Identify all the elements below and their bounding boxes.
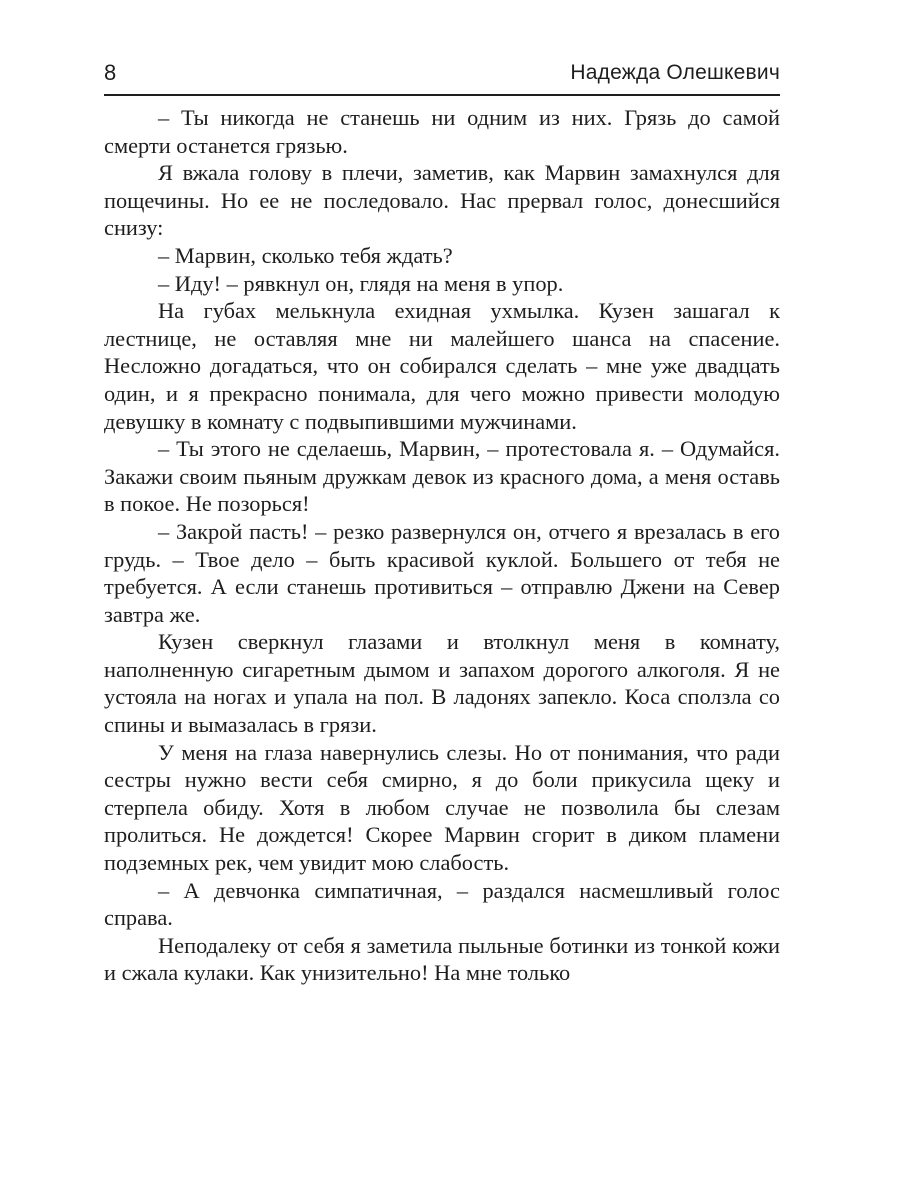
paragraph: – Ты никогда не станешь ни одним из них. Грязь до самой смерти останется грязью.	[104, 105, 780, 158]
paragraph: – Закрой пасть! – резко развернулся он, отчего я врезалась в его грудь. – Твое дело – быть красивой куклой. Большего от тебя не требуется. А если станешь противиться – отправлю Джени на Север завтра же.	[104, 518, 780, 627]
paragraph: – А девчонка симпатичная, – раздался насмешливый голос справа.	[104, 877, 780, 931]
body-text	[104, 104, 780, 987]
running-head-author: Надежда Олешкевич	[570, 61, 780, 84]
page-header	[104, 58, 780, 96]
paragraph: У меня на глаза навернулись слезы. Но от понимания, что ради сестры нужно вести себя смирно, я до боли прикусила щеку и стерпела обиду. Хотя в любом случае не позволила бы слезам пролиться. Не дождется! Скорее Марвин сгорит в диком пламени подземных рек, чем увидит мою слабость.	[104, 739, 780, 876]
paragraph: На губах мелькнула ехидная ухмылка. Кузен зашагал к лестнице, не оставляя мне ни малейшего шанса на спасение. Несложно догадаться, что он собирался сделать – мне уже двадцать один, и я прекрасно понимала, для чего можно привести молодую девушку в комнату с подвыпившими мужчинами.	[104, 298, 780, 434]
paragraph: – Ты этого не сделаешь, Марвин, – протестовала я. – Одумайся. Закажи своим пьяным дружкам девок из красного дома, а меня оставь в покое. Не позорься!	[104, 436, 780, 517]
paragraph: Я вжала голову в плечи, заметив, как Марвин замахнулся для пощечины. Но ее не последовало. Нас прервал голос, донесшийся снизу:	[104, 160, 780, 241]
paragraph: – Иду! – рявкнул он, глядя на меня в упор.	[158, 270, 564, 296]
paragraph: Кузен сверкнул глазами и втолкнул меня в комнату, наполненную сигаретным дымом и запахом дорогого алкоголя. Я не устояла на ногах и упала на пол. В ладонях запекло. Коса сползла со спины и вымазалась в грязи.	[104, 629, 780, 738]
paragraph: – Марвин, сколько тебя ждать?	[158, 242, 453, 268]
page-number: 8	[104, 60, 117, 85]
paragraph: Неподалеку от себя я заметила пыльные ботинки из тонкой кожи и сжала кулаки. Как унизительно! На мне только	[104, 932, 780, 986]
